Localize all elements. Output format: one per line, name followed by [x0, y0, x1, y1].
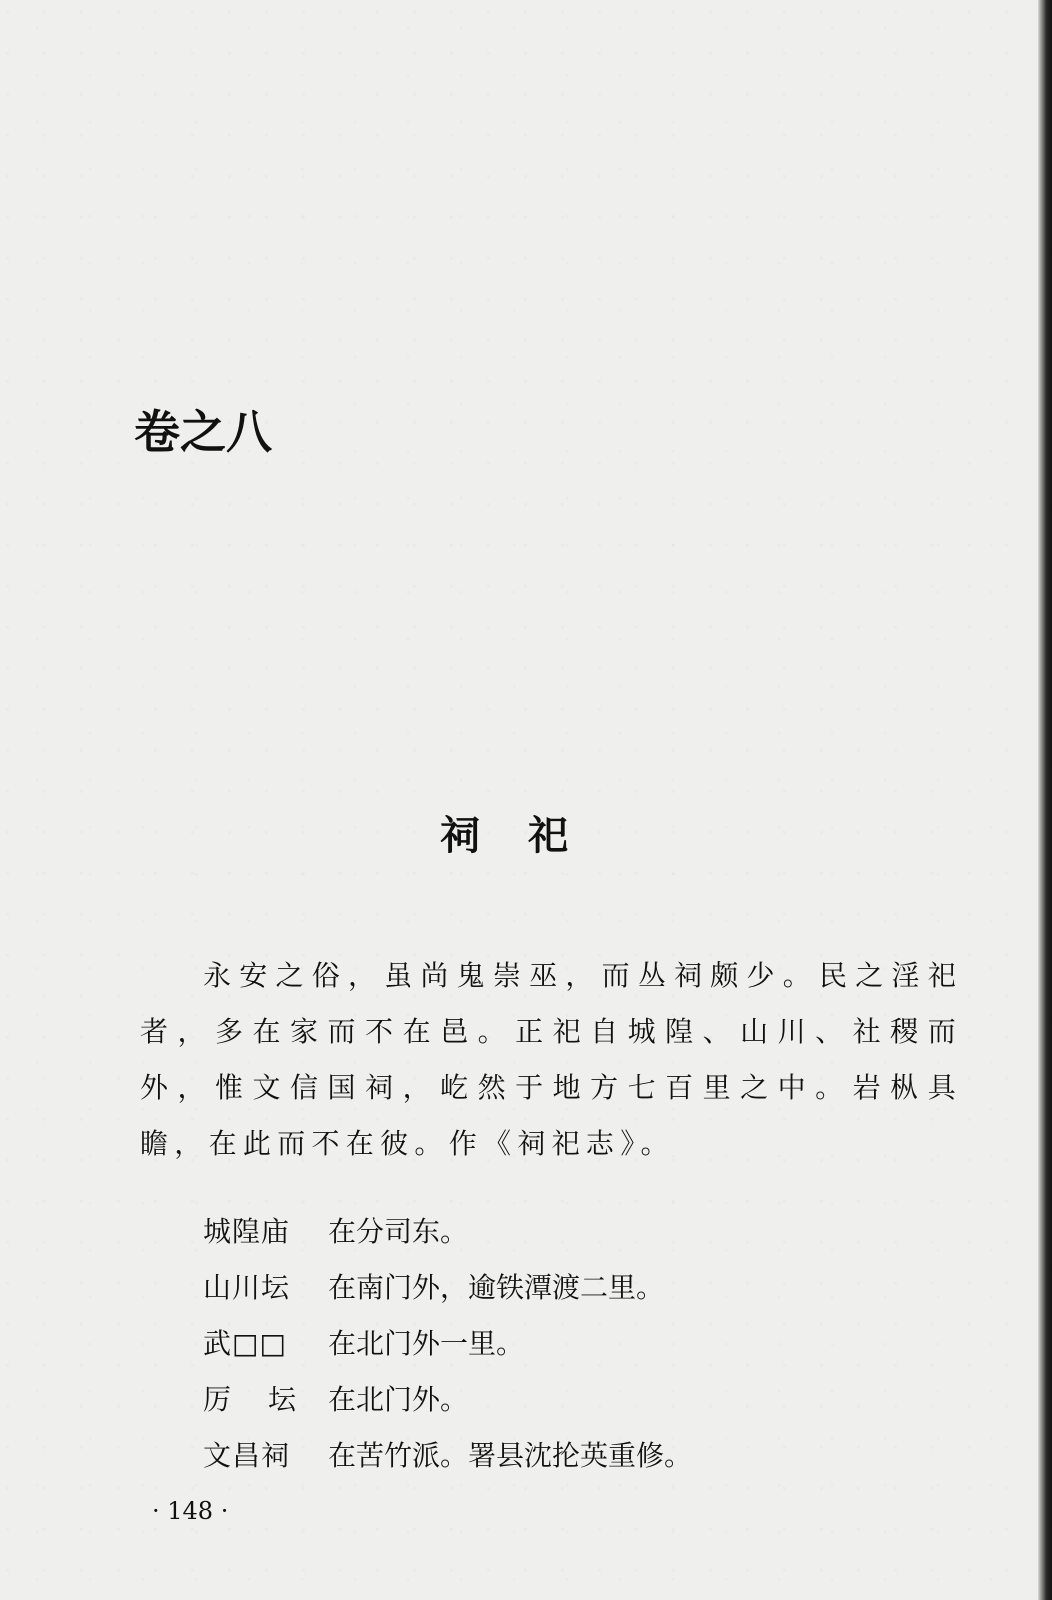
- shrine-location: 在南门外，逾铁潭渡二里。: [328, 1271, 665, 1304]
- list-item: [203, 1204, 943, 1260]
- shrine-name-char: 坛: [267, 1383, 297, 1416]
- section-title: 祠祀: [440, 812, 616, 859]
- shrine-name-char: 厉: [203, 1383, 233, 1416]
- shrine-list: [203, 1204, 943, 1484]
- list-item: [203, 1372, 943, 1428]
- intro-paragraph: 永安之俗，虽尚鬼崇巫，而丛祠颇少。民之淫祀者，多在家而不在邑。正祀自城隍、山川、社稷而外，惟文信国祠，屹然于地方七百里之中。岩枞具瞻，在此而不在彼。作《祠祀志》。: [140, 959, 962, 1160]
- list-item: [203, 1260, 943, 1316]
- volume-title: 卷之八: [134, 405, 272, 459]
- shrine-location: 在北门外。: [328, 1383, 469, 1416]
- page-edge-shadow: [1038, 0, 1052, 1600]
- shrine-name: [203, 1372, 297, 1428]
- page-number: · 148 ·: [152, 1497, 229, 1525]
- shrine-location: 在苦竹派。署县沈抡英重修。: [328, 1439, 693, 1472]
- shrine-name: 武□□: [203, 1327, 287, 1360]
- shrine-location: 在分司东。: [328, 1215, 469, 1248]
- shrine-name: 山川坛: [203, 1271, 291, 1304]
- shrine-location: 在北门外一里。: [328, 1327, 525, 1360]
- shrine-name: 城隍庙: [203, 1215, 291, 1248]
- shrine-name: 文昌祠: [203, 1439, 291, 1472]
- list-item: [203, 1316, 943, 1372]
- list-item: [203, 1428, 943, 1484]
